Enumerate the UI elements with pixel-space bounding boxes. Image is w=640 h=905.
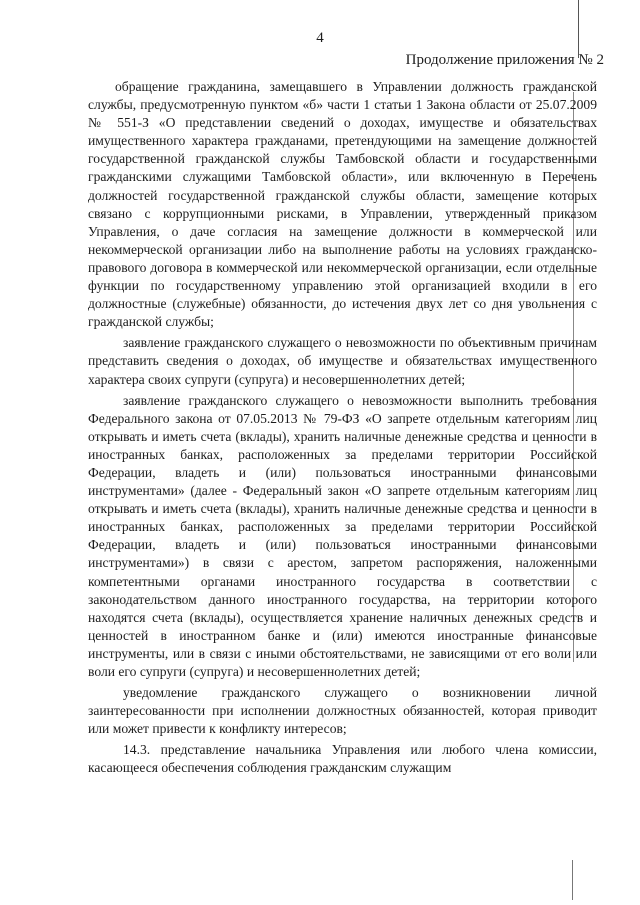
paragraph-conflict-notice: уведомление гражданского служащего о возникновении личной заинтересованности при исполнении должностных обязанностей, которая приводит или может привести к конфликту интересов;: [88, 685, 597, 737]
scan-edge-line: [578, 0, 579, 58]
paragraph-income-statement: заявление гражданского служащего о невозможности по объективным причинам представить сведения о доходах, об имуществе и обязательствах имущественного характера своих супруги (супруга) и несовершеннолетних детей;: [88, 335, 597, 387]
document-body: [88, 78, 597, 778]
scan-edge-line: [572, 860, 573, 900]
appendix-continuation-note: Продолжение приложения № 2: [405, 52, 604, 68]
paragraph-foreign-accounts: заявление гражданского служащего о невозможности выполнить требования Федерального закона от 07.05.2013 № 79-ФЗ «О запрете отдельным категориям лиц открывать и иметь счета (вклады), хранить наличные денежные средства и ценности в иностранных банках, расположенных за пределами территории Российской Федерации, владеть и (или) пользоваться иностранными финансовыми инструментами» (далее - Федеральный закон «О запрете отдельным категориям лиц открывать и иметь счета (вклады), хранить наличные денежные средства и ценности в иностранных банках, расположенных за пределами территории Российской Федерации, владеть и (или) пользоваться иностранными финансовыми инструментами») в связи с арестом, запретом распоряжения, наложенными компетентными органами иностранного государства в соответствии с законодательством данного иностранного государства, на территории которого находятся счета (вклады), осуществляется хранение наличных денежных средств и ценностей в иностранном банке и (или) имеются иностранные финансовые инструменты, или в связи с иными обстоятельствами, не зависящими от его воли или воли его супруги (супруга) и несовершеннолетних детей;: [88, 392, 597, 679]
paragraph-appeal: обращение гражданина, замещавшего в Управлении должность гражданской службы, предусмотренную пунктом «б» части 1 статьи 1 Закона области от 25.07.2009 № 551-З «О представлении сведений о доходах, имуществе и обязательствах имущественного характера гражданами, претендующими на замещение должностей государственной гражданской службы Тамбовской области и государственными гражданскими служащими Тамбовской области», или включенную в Перечень должностей государственной гражданской службы области, замещение которых связано с коррупционными рисками, в Управлении, утвержденный приказом Управления, о даче согласия на замещение должности в коммерческой или некоммерческой организации либо на выполнение работы на условиях гражданско-правового договора в коммерческой или некоммерческой организации, если отдельные функции по государственному управлению этой организацией входили в его должностные (служебные) обязанности, до истечения двух лет со дня увольнения с гражданской службы;: [88, 79, 597, 330]
paragraph-14-3: 14.3. представление начальника Управления или любого члена комиссии, касающееся обеспечения соблюдения гражданским служащим: [88, 742, 597, 776]
page-number: 4: [316, 30, 324, 46]
